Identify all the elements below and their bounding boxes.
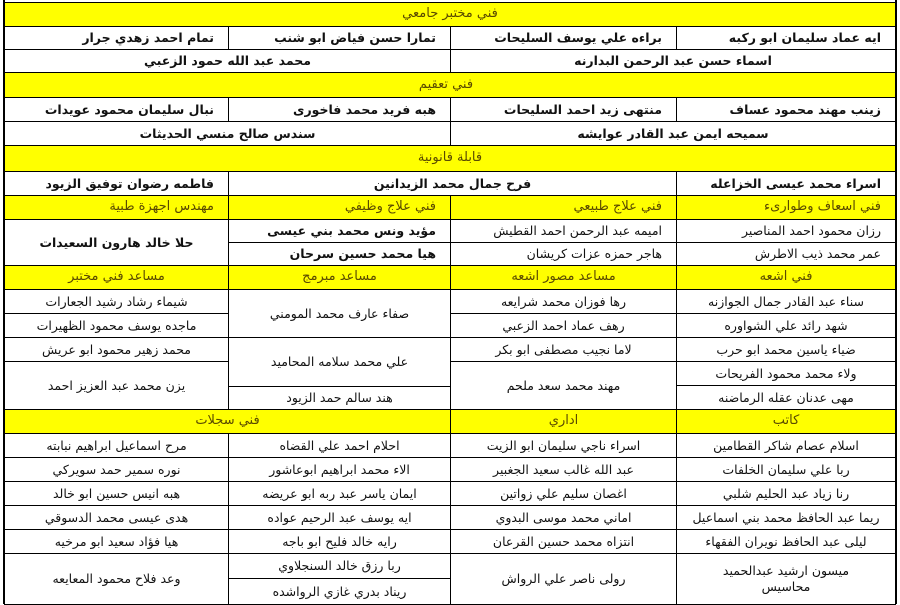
name-cell: مرح اسماعيل ابراهيم نبابته (4, 433, 229, 458)
name-cell: هدى عيسى محمد الدسوقي (4, 505, 229, 530)
header-radiology: فني اشعه (676, 265, 896, 290)
name-cell: هبه فريد محمد فاخورى (228, 97, 451, 122)
name-cell: ايه عماد سليمان ابو ركبه (676, 26, 896, 50)
name-cell: هبه انيس حسين ابو خالد (4, 481, 229, 506)
name-cell: ضياء ياسين محمد ابو حرب (676, 337, 896, 362)
name-line-2: محاسيس (761, 579, 811, 594)
name-cell: وعد فلاح محمود المعايعه (4, 553, 229, 605)
name-cell: منتهى زيد احمد السليحات (450, 97, 677, 122)
header-occupational: فني علاج وظيفي (228, 195, 451, 220)
section-header-lab-university: فني مختبر جامعي (4, 2, 896, 27)
name-cell: تمارا حسن فياض ابو شنب (228, 26, 451, 50)
name-cell: نوره سمير حمد سويركي (4, 457, 229, 482)
name-cell: اسراء محمد عيسى الخزاعله (676, 171, 896, 196)
header-programmer-assistant: مساعد مبرمج (228, 265, 451, 290)
section-header-midwife: قابلة قانونية (4, 145, 896, 172)
name-cell: زينب مهند محمود عساف (676, 97, 896, 122)
name-line-1: ميسون ارشيد عبدالحميد (722, 563, 850, 579)
name-cell: اغصان سليم علي زواتين (450, 481, 677, 506)
name-cell: يزن محمد عبد العزيز احمد (4, 361, 229, 410)
name-cell: مهند محمد سعد ملحم (450, 361, 677, 410)
name-cell: علي محمد سلامه المحاميد (228, 337, 451, 387)
name-cell: رنا زياد عبد الحليم شلبي (676, 481, 896, 506)
name-cell: اسماء حسن عبد الرحمن البدارنه (450, 49, 896, 73)
name-cell: اماني محمد موسى البدوي (450, 505, 677, 530)
name-cell: ولاء محمد محمود الفريحات (676, 361, 896, 386)
name-cell: لاما نجيب مصطفى ابو بكر (450, 337, 677, 362)
header-admin: اداري (450, 409, 677, 434)
name-cell: ريما عبد الحافظ محمد بني اسماعيل (676, 505, 896, 530)
name-cell (676, 553, 896, 605)
name-cell: براءه علي يوسف السليحات (450, 26, 677, 50)
name-cell: رايه خالد فليح ابو باجه (228, 529, 451, 554)
section-header-sterilization: فني تعقيم (4, 72, 896, 98)
name-cell: رولى ناصر علي الرواش (450, 553, 677, 605)
name-cell: مهى عدنان عقله الرماضنه (676, 385, 896, 410)
header-records: فني سجلات (4, 409, 451, 434)
name-cell: فرح جمال محمد الزيدانين (228, 171, 677, 196)
header-lab-assistant: مساعد فني مختبر (4, 265, 229, 290)
name-cell: ايه يوسف عبد الرحيم عواده (228, 505, 451, 530)
name-cell: ربا علي سليمان الخلفات (676, 457, 896, 482)
name-cell: احلام احمد علي القضاه (228, 433, 451, 458)
header-radiography-assistant: مساعد مصور اشعه (450, 265, 677, 290)
name-cell: رها فوزان محمد شرايعه (450, 289, 677, 314)
name-cell: ايمان ياسر عبد ربه ابو عريضه (228, 481, 451, 506)
name-cell: اسراء ناجي سليمان ابو الزيت (450, 433, 677, 458)
name-cell: شهد رائد علي الشواوره (676, 313, 896, 338)
name-cell: عمر محمد ذيب الاطرش (676, 242, 896, 266)
name-cell: ليلى عبد الحافظ نويران الفقهاء (676, 529, 896, 554)
name-cell: رهف عماد احمد الزعبي (450, 313, 677, 338)
name-cell: الاء محمد ابراهيم ابوعاشور (228, 457, 451, 482)
name-cell: صفاء عارف محمد المومني (228, 289, 451, 338)
name-cell: عبد الله غالب سعيد الجغبير (450, 457, 677, 482)
name-cell: هاجر حمزه عزات كريشان (450, 242, 677, 266)
name-cell: ربا رزق خالد السنجلاوي (228, 553, 451, 579)
name-cell: مؤيد ونس محمد بني عيسى (228, 219, 451, 243)
name-cell: محمد عبد الله حمود الزعبي (4, 49, 451, 73)
header-clerk: كاتب (676, 409, 896, 434)
name-cell: حلا خالد هارون السعيدات (4, 219, 229, 266)
name-cell: شيماء رشاد رشيد الجعارات (4, 289, 229, 314)
header-physio: فني علاج طبيعي (450, 195, 677, 220)
name-cell: سناء عبد القادر جمال الجوازنه (676, 289, 896, 314)
name-cell: انتزاه محمد حسين القرعان (450, 529, 677, 554)
header-emergency: فني اسعاف وطوارىء (676, 195, 896, 220)
name-cell: رزان محمود احمد المناصير (676, 219, 896, 243)
name-cell: ماجده يوسف محمود الظهيرات (4, 313, 229, 338)
name-cell: هيا فؤاد سعيد ابو مرخيه (4, 529, 229, 554)
name-cell: هيا محمد حسين سرحان (228, 242, 451, 266)
name-cell: فاطمه رضوان توفيق الزيود (4, 171, 229, 196)
name-cell: سندس صالح منسي الحديثات (4, 121, 451, 146)
name-cell: تمام احمد زهدي جرار (4, 26, 229, 50)
name-cell: هند سالم حمد الزيود (228, 386, 451, 410)
name-cell: ريناد بدري غازي الرواشده (228, 578, 451, 605)
name-cell: محمد زهير محمود ابو عريش (4, 337, 229, 362)
name-cell: سميحه ايمن عبد القادر عوايشه (450, 121, 896, 146)
name-cell: نبال سليمان محمود عويدات (4, 97, 229, 122)
name-cell: اميمه عبد الرحمن احمد القطيش (450, 219, 677, 243)
name-cell: اسلام عصام شاكر القطامين (676, 433, 896, 458)
header-biomed: مهندس اجهزة طبية (4, 195, 229, 220)
